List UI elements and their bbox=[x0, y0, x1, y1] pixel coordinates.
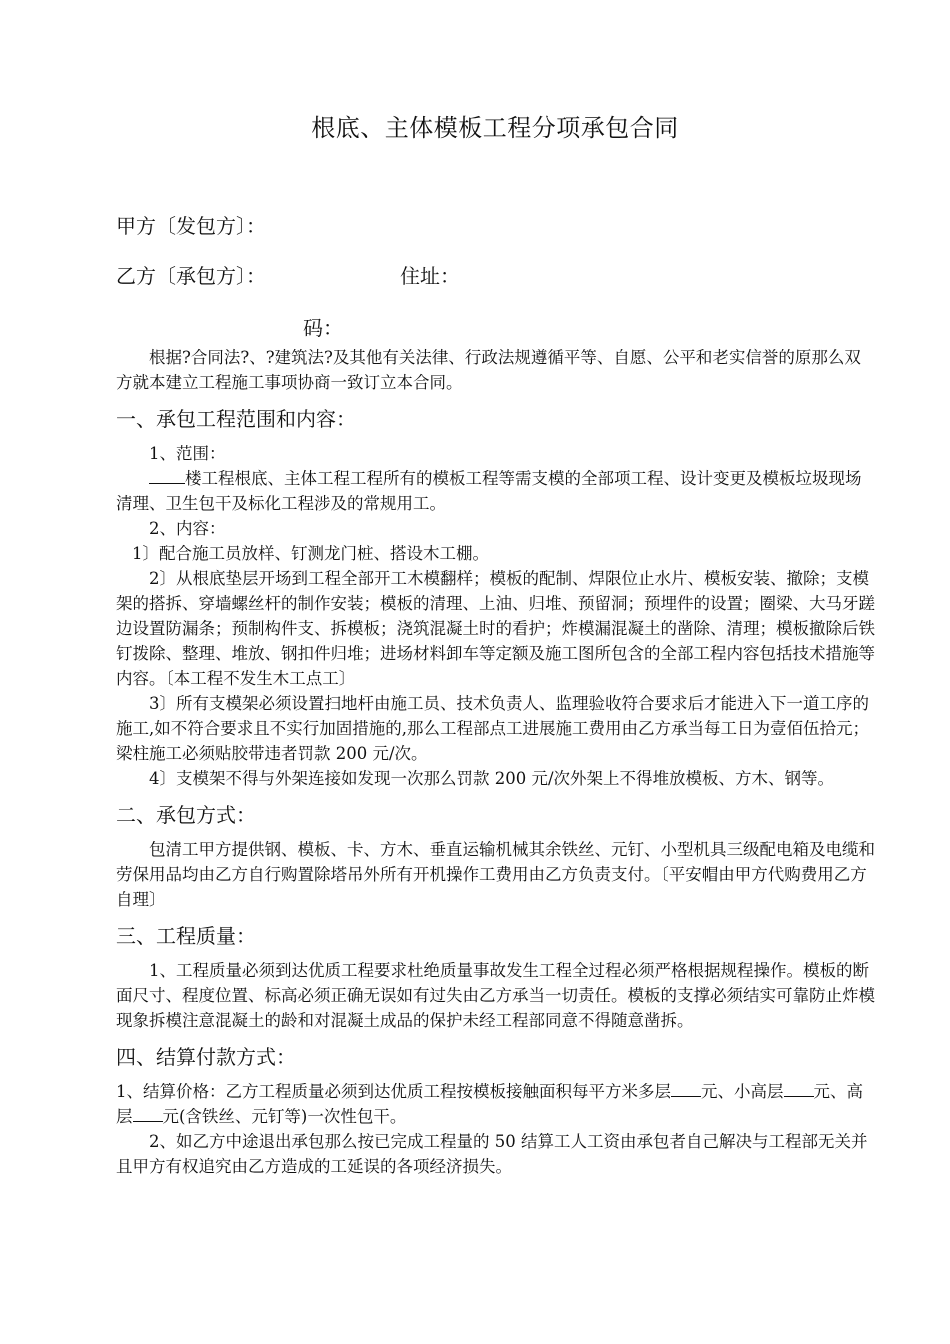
scope-text: 楼工程根底、主体工程工程所有的模板工程等需支模的全部项工程、设计变更及模板垃圾现场清理、卫生包干及标化工程涉及的常规用工。 bbox=[116, 469, 862, 513]
section-4-item-2: 2、如乙方中途退出承包那么按已完成工程量的 50 结算工人工资由承包者自己解决与工程部无关并且甲方有权追究由乙方造成的工延误的各项经济损失。 bbox=[116, 1132, 868, 1176]
blank-line bbox=[149, 466, 185, 484]
content-item-2: 2〕从根底垫层开场到工程全部开工木模翻样；模板的配制、焊限位止水片、模板安装、撤除；支模架的搭拆、穿墙螺丝杆的制作安装；模板的清理、上油、归堆、预留洞；预埋件的设置；圈梁、大马牙蹉边设置防漏条；预制构件支、拆模板；浇筑混凝土时的看护；炸模漏混凝土的凿除、清理；模板撤除后铁钉拨除、整理、堆放、钢扣件归堆；进场材料卸车等定额及施工图所包含的全部工程内容包括技术措施等内容。〔本工程不发生木工点工〕 bbox=[116, 569, 875, 688]
section-3-heading: 三、工程质量： bbox=[116, 924, 256, 948]
scope-paragraph bbox=[116, 466, 876, 516]
content-item-3: 3〕所有支模架必须设置扫地杆由施工员、技术负责人、监理验收符合要求后才能进入下一道工序的施工,如不符合要求且不实行加固措施的,那么工程部点工进展施工费用由乙方承当每工日为壹佰伍拾元；梁柱施工必须贴胶带违者罚款 200 元/次。 bbox=[116, 694, 869, 763]
code-label: 码： bbox=[303, 316, 343, 340]
contract-body bbox=[116, 345, 876, 1179]
content-item-1: 1〕配合施工员放样、钉测龙门桩、搭设木工棚。 bbox=[132, 544, 489, 563]
price-text-d: 元(含铁丝、元钉等)一次性包干。 bbox=[162, 1107, 407, 1126]
section-3-paragraph: 1、工程质量必须到达优质工程要求杜绝质量事故发生工程全过程必须严格根据规程操作。模板的断面尺寸、程度位置、标高必须正确无误如有过失由乙方承当一切责任。模板的支撑必须结实可靠防止炸模现象拆模注意混凝土的龄和对混凝土成品的保护未经工程部同意不得随意凿拆。 bbox=[116, 961, 875, 1030]
party-a-label: 甲方〔发包方〕： bbox=[116, 214, 266, 238]
content-item-4: 4〕支模架不得与外架连接如发现一次那么罚款 200 元/次外架上不得堆放模板、方木、钢等。 bbox=[149, 769, 835, 788]
blank-line bbox=[784, 1079, 814, 1097]
address-label: 住址： bbox=[400, 264, 460, 288]
document-title: 根底、主体模板工程分项承包合同 bbox=[311, 114, 679, 142]
blank-line bbox=[671, 1079, 701, 1097]
section-2-paragraph: 包清工甲方提供钢、模板、卡、方木、垂直运输机械其余铁丝、元钉、小型机具三级配电箱及电缆和劳保用品均由乙方自行购置除塔吊外所有开机操作工费用由乙方负责支付。〔平安帽由甲方代购费用乙方自理〕 bbox=[116, 840, 875, 909]
scope-label: 1、范围： bbox=[149, 444, 226, 463]
section-4-heading: 四、结算付款方式： bbox=[116, 1045, 296, 1069]
price-text-c: 元、高层 bbox=[116, 1082, 863, 1126]
section-1-heading: 一、承包工程范围和内容： bbox=[116, 407, 356, 431]
price-text-b: 元、小高层 bbox=[701, 1082, 784, 1101]
price-paragraph bbox=[116, 1079, 876, 1129]
content-label: 2、内容： bbox=[149, 519, 226, 538]
price-text-a: 1、结算价格：乙方工程质量必须到达优质工程按模板接触面积每平方米多层 bbox=[116, 1082, 671, 1101]
party-b-label: 乙方〔承包方〕： bbox=[116, 264, 266, 288]
section-2-heading: 二、承包方式： bbox=[116, 803, 256, 827]
intro-paragraph: 根据?合同法?、?建筑法?及其他有关法律、行政法规遵循平等、自愿、公平和老实信誉的原那么双方就本建立工程施工事项协商一致订立本合同。 bbox=[116, 348, 861, 392]
blank-line bbox=[133, 1104, 163, 1122]
